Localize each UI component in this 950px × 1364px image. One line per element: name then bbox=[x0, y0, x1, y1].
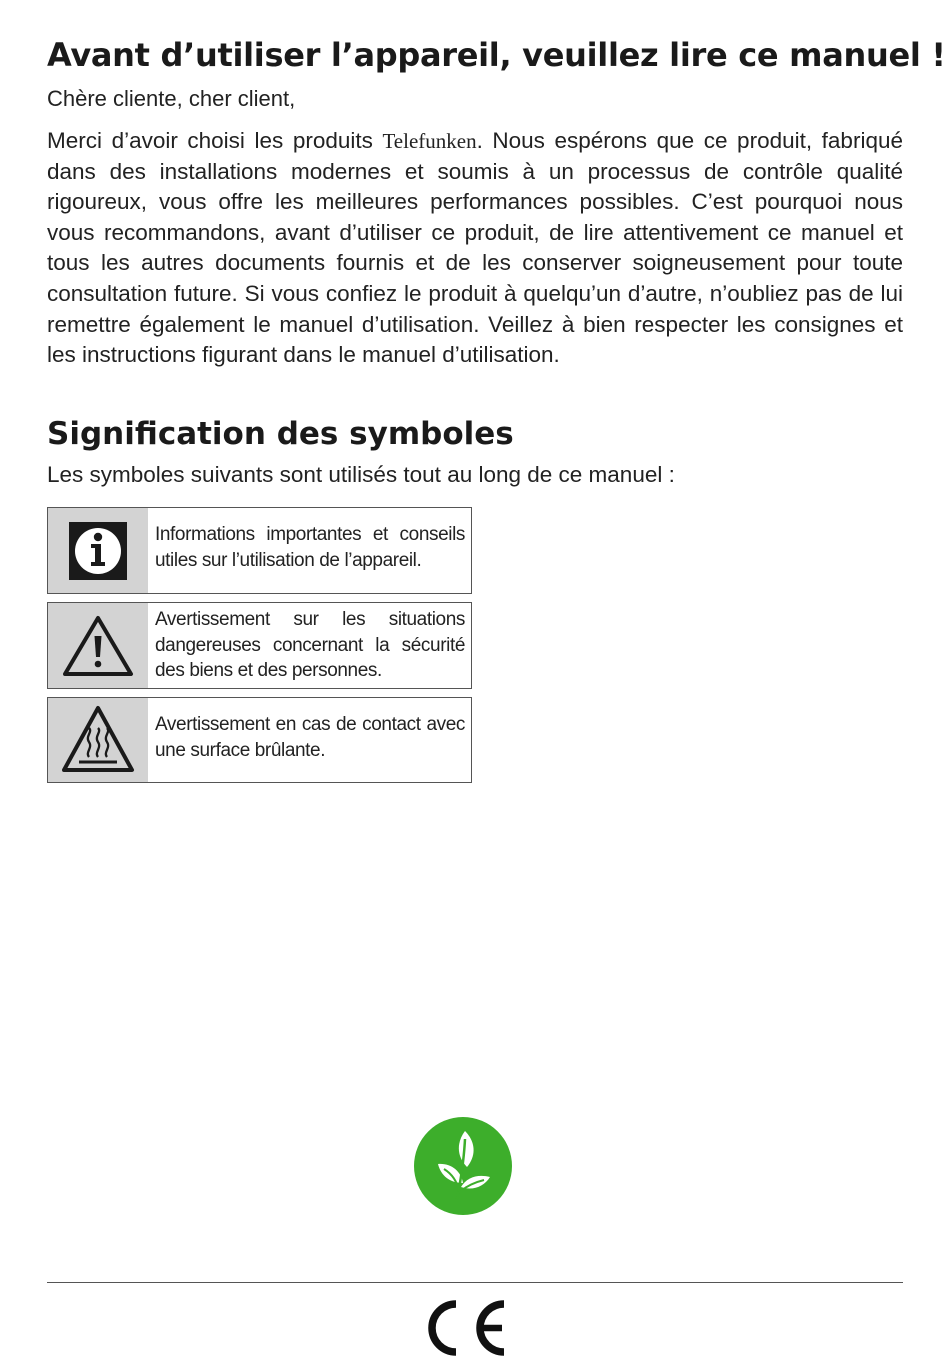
symbol-desc-warning: Avertissement sur les situations dangereuses concernant la sécurité des biens et des personnes. bbox=[155, 609, 465, 681]
symbol-row-hot-surface bbox=[47, 697, 472, 783]
eco-leaf-icon bbox=[414, 1117, 512, 1215]
symbols-lead: Les symboles suivants sont utilisés tout au long de ce manuel : bbox=[47, 462, 675, 487]
hot-surface-icon bbox=[48, 698, 148, 782]
symbol-desc-info: Informations importantes et conseils utiles sur l’utilisation de l’appareil. bbox=[155, 524, 465, 571]
intro-paragraph bbox=[47, 126, 903, 371]
greeting: Chère cliente, cher client, bbox=[47, 86, 296, 111]
symbol-row-warning bbox=[47, 602, 472, 689]
intro-text-start: Merci d’avoir choisi les produits bbox=[47, 128, 383, 153]
symbol-row-info bbox=[47, 507, 472, 594]
intro-text-rest: . Nous espérons que ce produit, fabriqué dans des installations modernes et soumis à un processus de contrôle qualité rigoureux, vous offre les meilleures performances possibles. C’est pourquoi nous vous recommandons, avant d’utiliser ce produit, de lire attentivement ce manuel et tous les autres documents fournis et de les conserver soigneusement pour toute consultation future. Si vous confiez le produit à quelqu’un d’autre, n’oubliez pas de lui remettre également le manuel d’utilisation. Veillez à bien respecter les consignes et les instructions figurant dans le manuel d’utilisation. bbox=[47, 128, 903, 368]
ce-mark-icon bbox=[420, 1298, 508, 1358]
brand-name: Telefunken bbox=[382, 129, 477, 153]
warning-triangle-icon bbox=[48, 603, 148, 688]
page-title: Avant d’utiliser l’appareil, veuillez lire ce manuel ! bbox=[47, 36, 946, 74]
info-icon bbox=[48, 508, 148, 593]
symbol-desc-hot-surface: Avertissement en cas de contact avec une surface brûlante. bbox=[155, 714, 465, 761]
divider-line bbox=[47, 1282, 903, 1283]
section-title-symbols: Signification des symboles bbox=[47, 416, 514, 452]
